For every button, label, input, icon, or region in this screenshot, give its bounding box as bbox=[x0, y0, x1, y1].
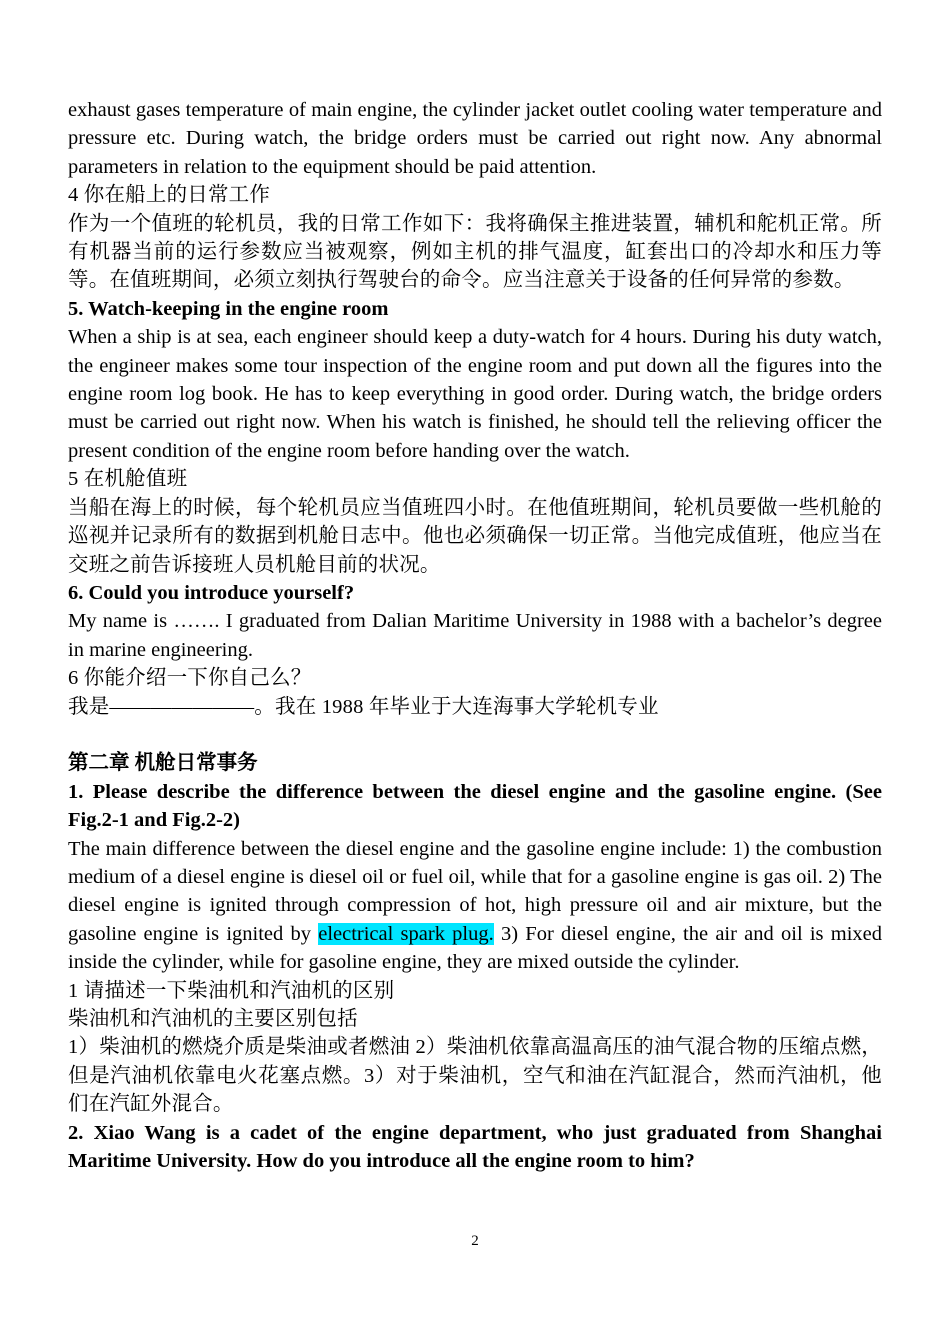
paragraph-c1 bbox=[68, 835, 882, 977]
spacer bbox=[68, 721, 882, 749]
heading-q6: 6. Could you introduce yourself? bbox=[68, 581, 355, 604]
heading-c2: 2. Xiao Wang is a cadet of the engine department, who just graduated from Shanghai Maritime University. How do you introduce all the engine room to him? bbox=[68, 1121, 882, 1173]
paragraph-zh-5: 当船在海上的时候，每个轮机员应当值班四小时。在他值班期间，轮机员要做一些机舱的巡视并记录所有的数据到机舱日志中。他也必须确保一切正常。当他完成值班，他应当在交班之前告诉接班人员机舱目前的状况。 bbox=[68, 496, 882, 576]
heading-q5: 5. Watch-keeping in the engine room bbox=[68, 297, 389, 320]
page-number: 2 bbox=[471, 1233, 479, 1249]
paragraph-c1-part-a: The main difference between the diesel engine and the gasoline engine include: 1) the combustion medium of a diesel engine is diesel oil or fuel oil, while that for a gasoline engine is gas oil. 2) The diesel engine is ignited through compression of hot, high pressure oil and air mixture, but the gasoline engine is ignited by bbox=[68, 837, 882, 945]
paragraph-watch-duties-end: exhaust gases temperature of main engine, the cylinder jacket outlet cooling water temperature and pressure etc. During watch, the bridge orders must be carried out right now. Any abnormal parameters in relation to the equipment should be paid attention. bbox=[68, 99, 882, 178]
heading-zh-6: 6 你能介绍一下你自己么？ bbox=[68, 667, 312, 690]
paragraph-zh-c1: 1）柴油机的燃烧介质是柴油或者燃油 2）柴油机依靠高温高压的油气混合物的压缩点燃，但是汽油机依靠电火花塞点燃。3）对于柴油机，空气和油在汽缸混合，然而汽油机，他们在汽缸外混合。 bbox=[68, 1036, 882, 1116]
paragraph-zh-6: 我是———————。我在 1988 年毕业于大连海事大学轮机专业 bbox=[68, 695, 659, 718]
heading-zh-4: 4 你在船上的日常工作 bbox=[68, 184, 271, 207]
highlighted-text: electrical spark plug. bbox=[318, 922, 494, 945]
paragraph-c1-part-b: 3) For diesel engine, the air and oil is mixed inside the cylinder, while for gasoline engine, they are mixed outside the cylinder. bbox=[68, 922, 883, 974]
heading-c1: 1. Please describe the difference between the diesel engine and the gasoline engine. (See Fig.2-1 and Fig.2-2) bbox=[68, 780, 882, 832]
paragraph-zh-4: 作为一个值班的轮机员，我的日常工作如下：我将确保主推进装置，辅机和舵机正常。所有机器当前的运行参数应当被观察，例如主机的排气温度，缸套出口的冷却水和压力等等。在值班期间，必须立刻执行驾驶台的命令。应当注意关于设备的任何异常的参数。 bbox=[68, 212, 882, 292]
paragraph-q6: My name is ……. I graduated from Dalian Maritime University in 1988 with a bachelor’s degree in marine engineering. bbox=[68, 610, 882, 661]
chapter-title: 第二章 机舱日常事务 bbox=[68, 752, 258, 775]
heading-zh-5: 5 在机舱值班 bbox=[68, 468, 188, 491]
line-zh-c1: 柴油机和汽油机的主要区别包括 bbox=[68, 1007, 358, 1030]
paragraph-q5: When a ship is at sea, each engineer should keep a duty-watch for 4 hours. During his duty watch, the engineer makes some tour inspection of the engine room and put down all the figures into the engine room log book. He has to keep everything in good order. During watch, the bridge orders must be carried out right now. When his watch is finished, he should tell the relieving officer the present condition of the engine room before handing over the watch. bbox=[68, 326, 882, 462]
document-body bbox=[68, 96, 882, 1175]
heading-zh-c1: 1 请描述一下柴油机和汽油机的区别 bbox=[68, 979, 395, 1002]
